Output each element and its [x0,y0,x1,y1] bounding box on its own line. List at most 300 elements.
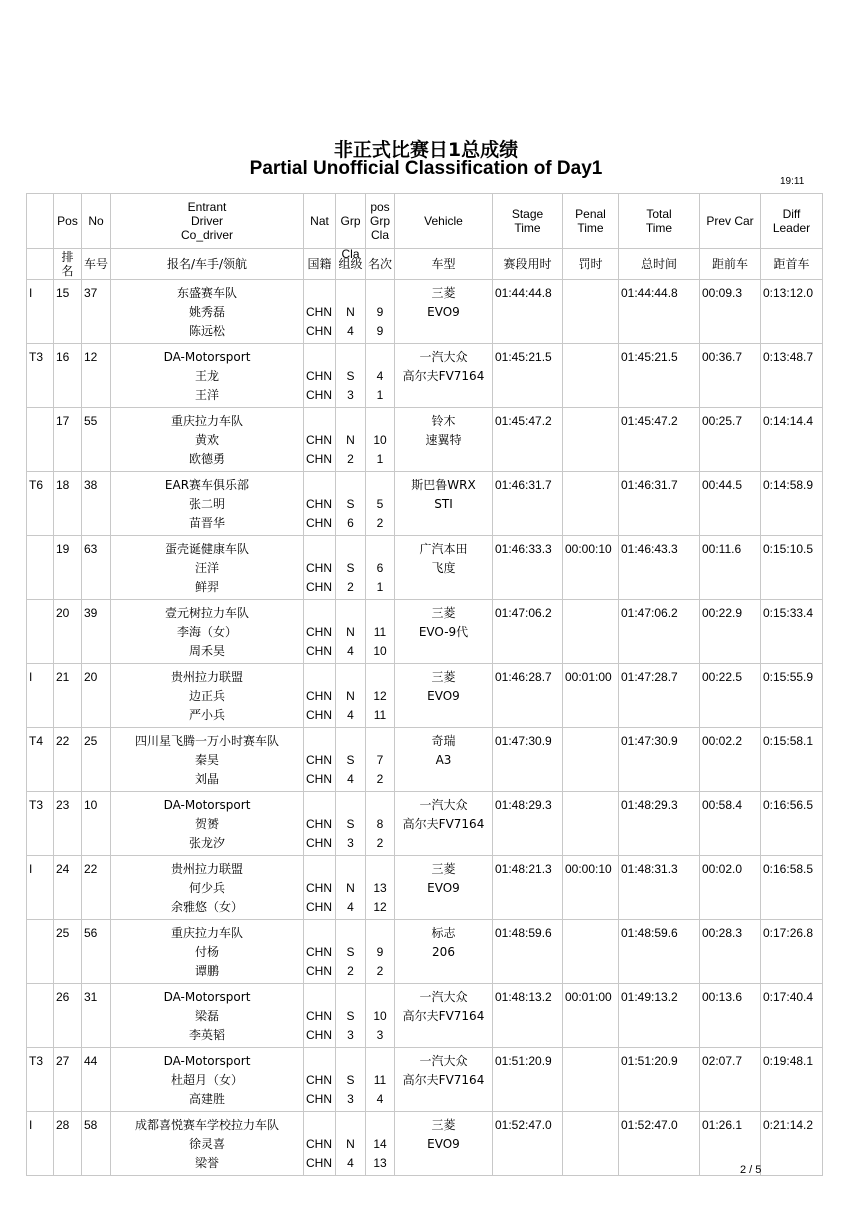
cell-entrant [111,792,304,856]
stage-time: 01:45:21.5 [495,350,552,364]
cell-vehicle [395,792,493,856]
driver-nat: CHN [306,305,332,319]
pos-cla: 1 [376,580,384,594]
cell-total [619,472,700,536]
cell-nat [304,600,336,664]
cell-mark [27,472,54,536]
cell-posgrp [366,1112,395,1176]
cell-total [619,856,700,920]
cell-mark [27,1048,54,1112]
cell-grp [336,408,366,472]
penalty-time: 00:00:10 [565,542,612,556]
stage-time: 01:46:31.7 [495,478,552,492]
cell-entrant [111,280,304,344]
entrant: 东盛赛车队 [176,286,237,300]
codriver-nat: CHN [306,708,332,722]
entrant: 成都喜悦赛车学校拉力车队 [134,1118,279,1132]
driver: 汪洋 [194,561,219,575]
vehicle-make: 斯巴鲁WRX [411,478,476,492]
table-row [27,984,823,1048]
cell-entrant [111,1112,304,1176]
cell-total [619,408,700,472]
cell-mark [27,728,54,792]
cell-mark [27,664,54,728]
stage-time: 01:47:30.9 [495,734,552,748]
pos-cla: 2 [376,516,384,530]
car-no: 10 [84,798,98,812]
cell-diff [761,920,823,984]
cell-prev [700,664,761,728]
vehicle-make: 一汽大众 [419,350,468,364]
cell-grp [336,1048,366,1112]
total-time: 01:45:47.2 [621,414,678,428]
penalty-time [565,412,616,431]
cla: 2 [347,580,354,594]
total-time: 01:44:44.8 [621,286,678,300]
penalty-time [565,284,616,303]
cell-posgrp [366,664,395,728]
cell-mark [27,1112,54,1176]
codriver: 周禾昊 [188,644,225,658]
pos-cla: 2 [376,964,384,978]
penalty-time [565,1116,616,1135]
total-time: 01:47:28.7 [621,670,678,684]
cell-grp [336,280,366,344]
pos-grp: 10 [373,433,387,447]
header-cla-label: Cla [341,247,360,261]
stage-time: 01:48:29.3 [495,798,552,812]
diff-prev-car: 00:13.6 [702,990,743,1004]
codriver: 苗晋华 [188,516,225,530]
cell-pos [54,1112,82,1176]
vehicle-model: 速翼特 [425,433,462,447]
cell-no [82,536,111,600]
grp: S [346,1073,355,1087]
mark: T3 [29,350,44,364]
pos: 18 [56,478,70,492]
stage-time: 01:45:47.2 [495,414,552,428]
cell-nat [304,280,336,344]
cell-diff [761,1048,823,1112]
diff-prev-car: 02:07.7 [702,1054,743,1068]
pos-grp: 7 [376,753,384,767]
pos: 21 [56,670,70,684]
cell-posgrp [366,856,395,920]
header-cn-no: 车号 [82,249,111,280]
cell-diff [761,792,823,856]
cell-no [82,1112,111,1176]
cell-mark [27,408,54,472]
vehicle-make: 标志 [431,926,456,940]
total-time: 01:46:43.3 [621,542,678,556]
vehicle-make: 三菱 [431,286,456,300]
cell-diff [761,344,823,408]
table-row [27,728,823,792]
cell-penal [563,984,619,1048]
cla: 3 [347,1028,354,1042]
header-nat: Nat [304,194,336,249]
cell-vehicle [395,280,493,344]
driver: 黄欢 [194,433,219,447]
header-cn-penal: 罚时 [563,249,619,280]
table-row [27,920,823,984]
pos: 16 [56,350,70,364]
driver: 边正兵 [188,689,225,703]
driver: 姚秀磊 [188,305,225,319]
vehicle-model: 高尔夫FV7164 [402,1009,485,1023]
diff-prev-car: 01:26.1 [702,1118,743,1132]
diff-prev-car: 00:11.6 [702,542,742,556]
grp: N [346,1137,355,1151]
pos-cla: 3 [376,1028,384,1042]
pos-cla: 13 [373,1156,387,1170]
codriver: 严小兵 [188,708,225,722]
cell-vehicle [395,408,493,472]
cla: 4 [347,708,354,722]
cell-posgrp [366,344,395,408]
header-row-cn [27,249,823,280]
codriver-nat: CHN [306,516,332,530]
cell-prev [700,280,761,344]
cell-diff [761,472,823,536]
table-row [27,1048,823,1112]
cell-prev [700,792,761,856]
mark: T3 [29,798,44,812]
cell-mark [27,856,54,920]
cla: 3 [347,1092,354,1106]
stage-time: 01:46:28.7 [495,670,552,684]
classification-table [26,193,823,1176]
cell-pos [54,472,82,536]
total-time: 01:51:20.9 [621,1054,678,1068]
cla: 4 [347,900,354,914]
cell-diff [761,856,823,920]
header-cn-nat: 国籍 [304,249,336,280]
header-entrant [111,194,304,249]
vehicle-make: 一汽大众 [419,1054,468,1068]
cell-stage [493,536,563,600]
cell-pos [54,664,82,728]
codriver: 谭鹏 [194,964,219,978]
penalty-time [565,732,616,751]
cell-stage [493,792,563,856]
driver: 何少兵 [188,881,225,895]
pos: 28 [56,1118,70,1132]
cell-entrant [111,664,304,728]
cell-nat [304,792,336,856]
header-cn-total: 总时间 [619,249,700,280]
stage-time: 01:47:06.2 [495,606,552,620]
diff-leader: 0:13:48.7 [763,350,814,364]
diff-leader: 0:15:58.1 [763,734,814,748]
header-mark [27,194,54,249]
cell-no [82,664,111,728]
mark: I [29,286,33,300]
cell-grp [336,472,366,536]
cell-diff [761,728,823,792]
stage-time: 01:51:20.9 [495,1054,552,1068]
table-row [27,408,823,472]
total-time: 01:46:31.7 [621,478,678,492]
total-time: 01:49:13.2 [621,990,678,1004]
cell-penal [563,472,619,536]
cell-stage [493,664,563,728]
cell-posgrp [366,280,395,344]
cell-nat [304,664,336,728]
cell-vehicle [395,664,493,728]
mark: I [29,862,33,876]
cell-penal [563,664,619,728]
entrant: 壹元树拉力车队 [164,606,249,620]
pos: 25 [56,926,70,940]
cell-pos [54,1048,82,1112]
cell-posgrp [366,536,395,600]
header-entrant-2: Driver [191,214,223,228]
codriver-nat: CHN [306,1092,332,1106]
total-time: 01:52:47.0 [621,1118,678,1132]
mark [29,412,51,431]
cell-diff [761,984,823,1048]
page-title-en: Partial Unofficial Classification of Day1 [249,158,603,179]
vehicle-model: 高尔夫FV7164 [402,817,485,831]
cla: 3 [347,836,354,850]
header-pos: Pos [54,194,82,249]
cell-no [82,728,111,792]
cla: 6 [347,516,354,530]
codriver: 高建胜 [188,1092,225,1106]
pos-grp: 12 [373,689,387,703]
codriver: 李英韬 [188,1028,225,1042]
cell-stage [493,280,563,344]
cla: 3 [347,388,354,402]
diff-prev-car: 00:02.2 [702,734,743,748]
cell-prev [700,472,761,536]
cla: 4 [347,1156,354,1170]
cell-entrant [111,536,304,600]
cell-vehicle [395,728,493,792]
grp: S [346,369,355,383]
codriver-nat: CHN [306,772,332,786]
pos-cla: 4 [376,1092,384,1106]
penalty-time [565,604,616,623]
header-cn-diff: 距首车 [761,249,823,280]
codriver-nat: CHN [306,1028,332,1042]
cell-mark [27,920,54,984]
penalty-time: 00:01:00 [565,670,612,684]
cell-grp [336,856,366,920]
diff-prev-car: 00:22.9 [702,606,743,620]
grp: S [346,561,355,575]
cell-pos [54,920,82,984]
cell-nat [304,920,336,984]
driver-nat: CHN [306,1137,332,1151]
pos-grp: 9 [376,305,384,319]
codriver-nat: CHN [306,388,332,402]
diff-leader: 0:21:14.2 [763,1118,814,1132]
car-no: 56 [84,926,98,940]
cell-stage [493,344,563,408]
cell-nat [304,408,336,472]
total-time: 01:48:31.3 [621,862,678,876]
cell-pos [54,280,82,344]
driver: 付杨 [194,945,219,959]
cell-penal [563,344,619,408]
cell-pos [54,600,82,664]
cell-entrant [111,344,304,408]
cell-pos [54,344,82,408]
cell-pos [54,408,82,472]
driver-nat: CHN [306,369,332,383]
car-no: 25 [84,734,98,748]
cell-stage [493,1048,563,1112]
cell-nat [304,1112,336,1176]
vehicle-model: A3 [435,753,452,767]
vehicle-model: EVO9 [427,305,460,319]
table-row [27,664,823,728]
cell-no [82,856,111,920]
cla: 2 [347,964,354,978]
vehicle-make: 三菱 [431,606,456,620]
vehicle-model: EVO-9代 [418,625,469,639]
driver-nat: CHN [306,689,332,703]
driver-nat: CHN [306,497,332,511]
cell-posgrp [366,792,395,856]
cell-prev [700,920,761,984]
total-time: 01:48:29.3 [621,798,678,812]
cell-total [619,1112,700,1176]
header-posgrp-2: Grp [369,214,390,228]
cell-total [619,984,700,1048]
cell-mark [27,344,54,408]
cell-entrant [111,472,304,536]
header-posgrp-1: pos [370,200,390,214]
driver: 杜超月（女） [170,1073,243,1087]
cell-grp [336,1112,366,1176]
grp: S [346,753,355,767]
header-cn-vehicle: 车型 [395,249,493,280]
cell-penal [563,1048,619,1112]
cell-diff [761,408,823,472]
cla: 2 [347,452,354,466]
cell-mark [27,536,54,600]
diff-prev-car: 00:36.7 [702,350,743,364]
driver-nat: CHN [306,881,332,895]
total-time: 01:47:30.9 [621,734,678,748]
cell-no [82,984,111,1048]
pos-grp: 4 [376,369,384,383]
page-number: 2 / 5 [740,1164,762,1176]
cell-stage [493,728,563,792]
stage-time: 01:48:59.6 [495,926,552,940]
cell-posgrp [366,472,395,536]
entrant: DA-Motorsport [163,798,251,812]
cell-nat [304,344,336,408]
header-cn-mark [27,249,54,280]
table-row [27,1112,823,1176]
cell-pos [54,536,82,600]
diff-leader: 0:15:33.4 [763,606,814,620]
grp: S [346,945,355,959]
cell-vehicle [395,920,493,984]
vehicle-make: 三菱 [431,1118,456,1132]
codriver: 鲜羿 [194,580,219,594]
cell-posgrp [366,984,395,1048]
cell-vehicle [395,344,493,408]
cell-entrant [111,600,304,664]
header-vehicle: Vehicle [395,194,493,249]
codriver-nat: CHN [306,836,332,850]
cell-vehicle [395,1112,493,1176]
cell-no [82,472,111,536]
pos-grp: 13 [373,881,387,895]
vehicle-make: 一汽大众 [419,798,468,812]
header-cn-grp: 组级 [336,249,366,280]
grp: N [346,689,355,703]
cell-no [82,920,111,984]
cell-stage [493,408,563,472]
codriver-nat: CHN [306,452,332,466]
header-posgrp [366,194,395,249]
driver-nat: CHN [306,817,332,831]
table-row [27,280,823,344]
pos-grp: 11 [373,625,387,639]
diff-prev-car: 00:28.3 [702,926,743,940]
car-no: 55 [84,414,98,428]
cell-no [82,280,111,344]
cell-grp [336,664,366,728]
cell-no [82,792,111,856]
cell-total [619,536,700,600]
cell-grp [336,984,366,1048]
driver: 贺赟 [194,817,219,831]
cell-diff [761,536,823,600]
pos-grp: 14 [373,1137,387,1151]
cell-pos [54,728,82,792]
grp: S [346,817,355,831]
penalty-time: 00:01:00 [565,990,612,1004]
entrant: 四川星飞腾一万小时赛车队 [134,734,279,748]
cell-prev [700,536,761,600]
entrant: DA-Motorsport [163,350,251,364]
print-time: 19:11 [780,176,805,187]
car-no: 12 [84,350,98,364]
table-row [27,344,823,408]
cell-mark [27,280,54,344]
stage-time: 01:52:47.0 [495,1118,552,1132]
grp: N [346,433,355,447]
table-row [27,472,823,536]
cell-diff [761,280,823,344]
cell-posgrp [366,1048,395,1112]
vehicle-make: 铃木 [431,414,456,428]
diff-leader: 0:15:55.9 [763,670,814,684]
diff-prev-car: 00:25.7 [702,414,743,428]
vehicle-make: 奇瑞 [431,734,456,748]
mark: T4 [29,734,44,748]
pos-grp: 11 [373,1073,387,1087]
diff-leader: 0:16:56.5 [763,798,814,812]
car-no: 39 [84,606,98,620]
car-no: 31 [84,990,98,1004]
header-stage [493,194,563,249]
cell-vehicle [395,984,493,1048]
cell-stage [493,472,563,536]
driver-nat: CHN [306,561,332,575]
penalty-time [565,476,616,495]
grp: S [346,497,355,511]
car-no: 20 [84,670,98,684]
total-time: 01:47:06.2 [621,606,678,620]
